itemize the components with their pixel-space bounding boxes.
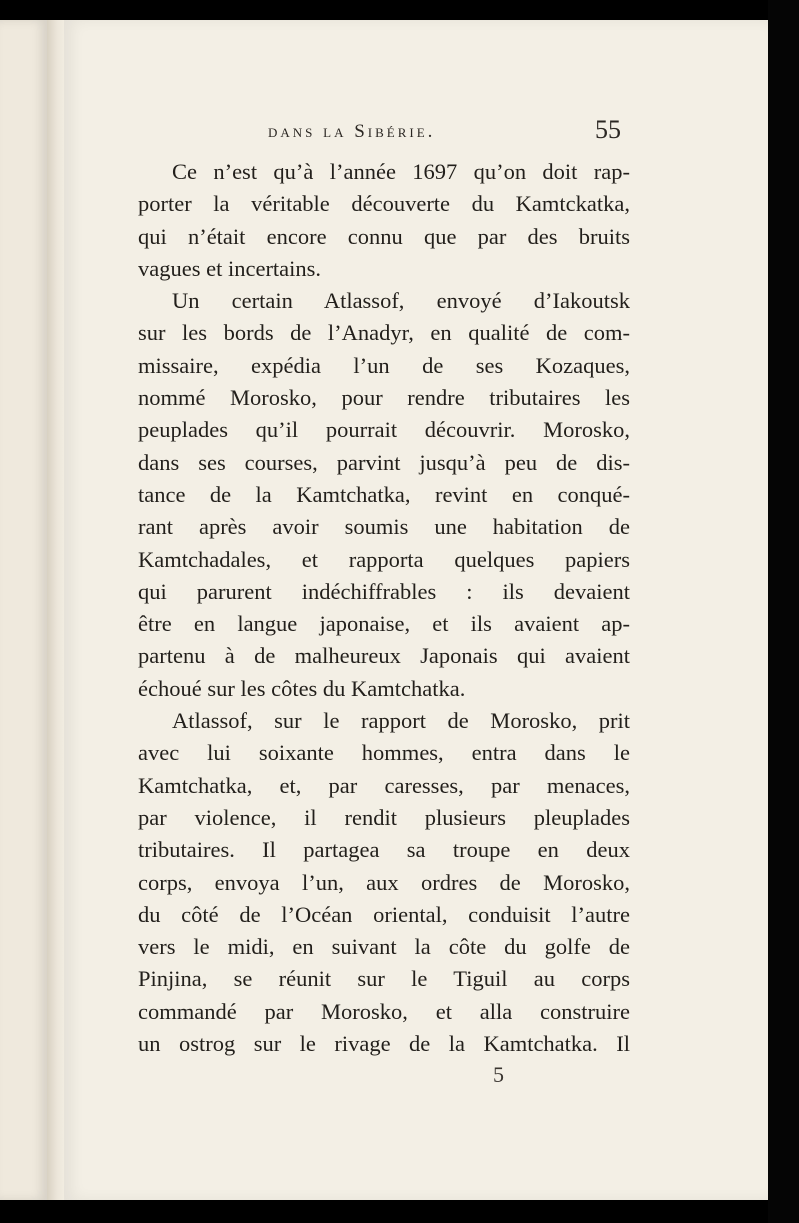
body-text: [138, 156, 630, 1060]
book-gutter: [47, 20, 64, 1200]
running-title: dans la Sibérie.: [268, 121, 436, 142]
text-line: porter la véritable découverte du Kamtckatka,: [138, 191, 630, 217]
text-line: Un certain Atlassof, envoyé d’Iakoutsk: [172, 288, 630, 314]
text-line: vagues et incertains.: [138, 255, 322, 281]
text-line: être en langue japonaise, et ils avaient ap-: [138, 611, 630, 637]
facing-page-edge: [0, 20, 48, 1200]
text-line: missaire, expédia l’un de ses Kozaques,: [138, 352, 630, 378]
text-line: nommé Morosko, pour rendre tributaires les: [138, 385, 630, 411]
text-line: Kamtchadales, et rapporta quelques papiers: [138, 546, 630, 572]
text-line: Kamtchatka, et, par caresses, par menaces,: [138, 772, 630, 798]
text-line: dans ses courses, parvint jusqu’à peu de dis-: [138, 449, 630, 475]
text-line: Ce n’est qu’à l’année 1697 qu’on doit rap-: [172, 159, 630, 184]
text-line: Pinjina, se réunit sur le Tiguil au corps: [138, 966, 630, 992]
text-line: avec lui soixante hommes, entra dans le: [138, 740, 630, 766]
text-line: vers le midi, en suivant la côte du golfe de: [138, 934, 630, 960]
text-line: tributaires. Il partagea sa troupe en deux: [138, 837, 630, 863]
text-line: du côté de l’Océan oriental, conduisit l’autre: [138, 901, 630, 927]
text-line: par violence, il rendit plusieurs pleuplades: [138, 804, 630, 830]
text-line: commandé par Morosko, et alla construire: [138, 998, 630, 1024]
text-line: partenu à de malheureux Japonais qui avaient: [138, 643, 630, 669]
text-line: corps, envoya l’un, aux ordres de Morosko,: [138, 869, 630, 895]
scan-background-edge: [768, 0, 799, 1223]
text-line: un ostrog sur le rivage de la Kamtchatka. Il: [138, 1031, 630, 1057]
text-line: rant après avoir soumis une habitation de: [138, 514, 630, 540]
text-line: Atlassof, sur le rapport de Morosko, prit: [172, 708, 630, 734]
signature-mark: 5: [493, 1062, 504, 1087]
text-line: qui n’était encore connu que par des bruits: [138, 223, 630, 249]
text-line: sur les bords de l’Anadyr, en qualité de com-: [138, 320, 630, 346]
text-line: échoué sur les côtes du Kamtchatka.: [138, 675, 466, 701]
page-number: 55: [595, 115, 621, 144]
text-line: qui parurent indéchiffrables : ils devaient: [138, 578, 630, 604]
text-line: peuplades qu’il pourrait découvrir. Morosko,: [138, 417, 630, 443]
text-line: tance de la Kamtchatka, revint en conqué-: [138, 481, 630, 507]
